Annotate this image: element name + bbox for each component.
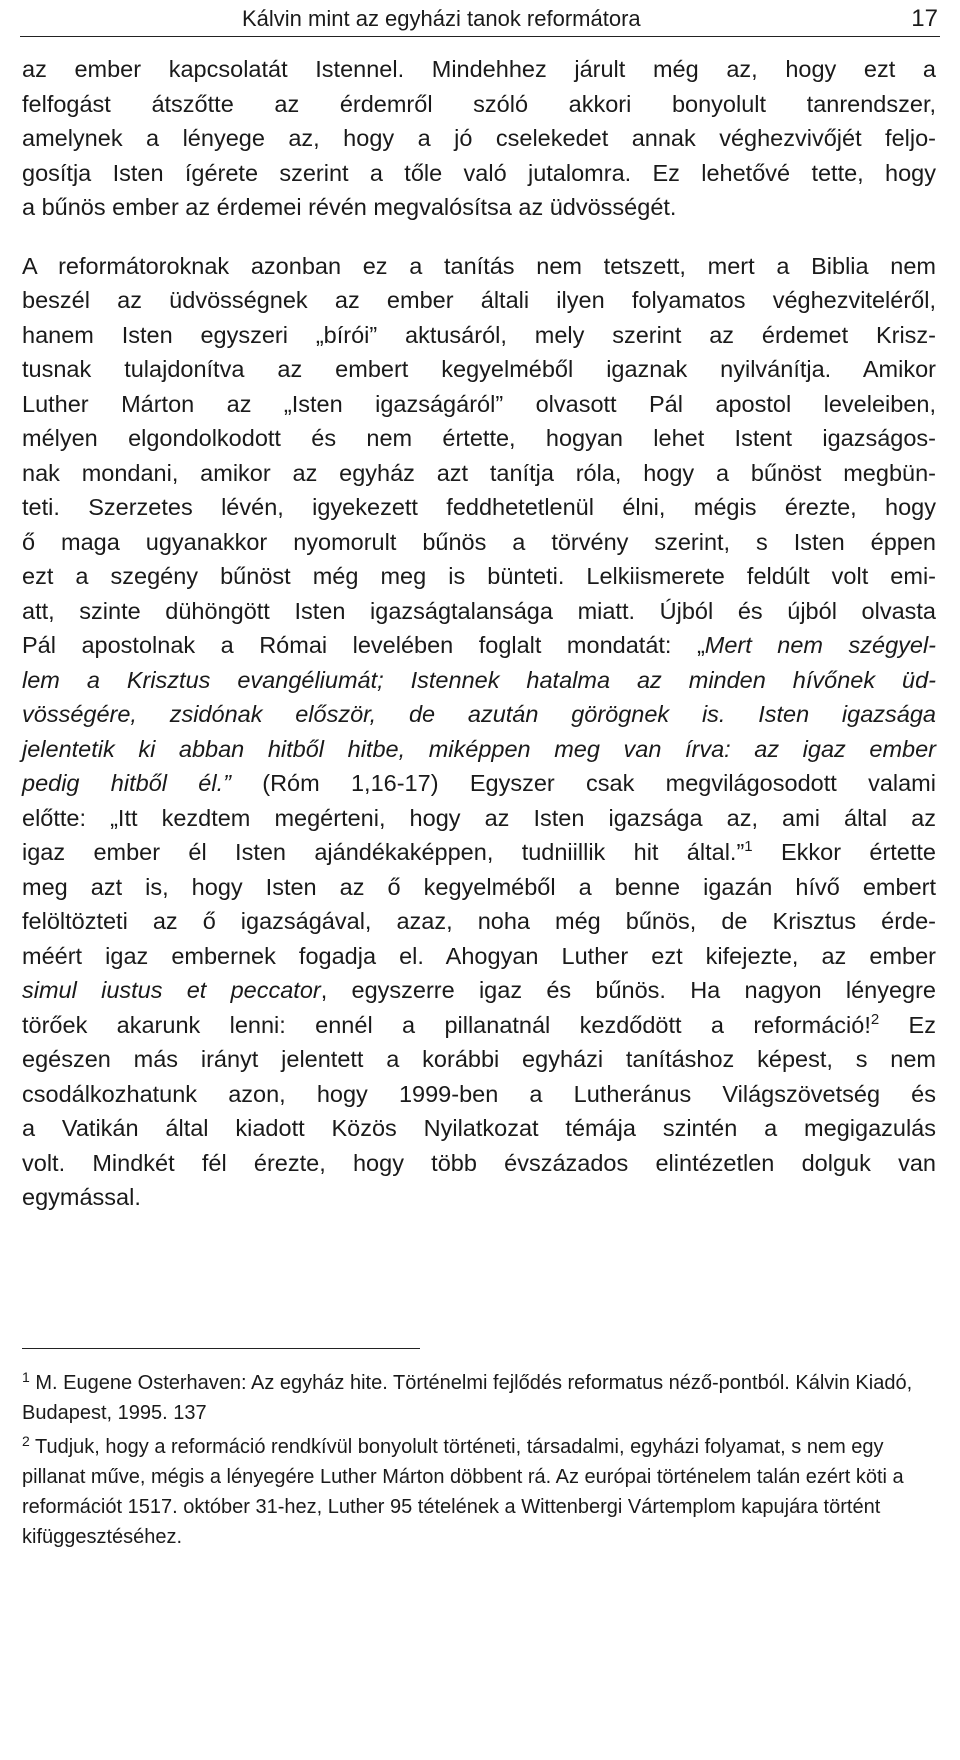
text-line xyxy=(22,697,936,732)
footnotes xyxy=(22,1368,936,1556)
bible-quote-text: vösségére, zsidónak először, de azután görögnek is. Isten igazsága xyxy=(22,701,936,727)
footnote-1 xyxy=(22,1368,936,1428)
text-run: , egyszerre igaz és bűnös. Ha nagyon lényegre xyxy=(320,977,937,1003)
text-line: meg azt is, hogy Isten az ő kegyelméből a benne igazán hívő embert xyxy=(22,873,936,900)
text-line: a Vatikán által kiadott Közös Nyilatkozat témája szintén a megigazulás xyxy=(22,1115,936,1141)
page-number: 17 xyxy=(911,5,938,32)
text-line: ő maga ugyanakkor nyomorult bűnös a törvény szerint, s Isten éppen xyxy=(22,528,936,555)
footnote-ref[interactable]: 1 xyxy=(744,838,753,855)
footnote-ref[interactable]: 2 xyxy=(870,1010,880,1028)
text-line: Luther Márton az „Isten igazságáról” olvasott Pál apostol leveleiben, xyxy=(22,390,936,417)
body-text xyxy=(22,52,936,1215)
paragraph-1 xyxy=(22,52,936,225)
text-line: nak mondani, amikor az egyház azt tanítja róla, hogy a bűnöst megbün- xyxy=(22,459,936,486)
text-run: igaz ember él Isten ajándékaképpen, tudniillik hit által.” xyxy=(22,839,745,865)
text-line: att, szinte dühöngött Isten igazságtalansága miatt. Újból és újból olvasta xyxy=(22,597,936,624)
footnote-2 xyxy=(22,1432,936,1552)
page-header xyxy=(20,4,940,37)
text-line: ezt a szegény bűnöst még meg is bünteti. Lelkiismerete feldúlt volt emi- xyxy=(22,563,936,589)
footnote-marker: 1 xyxy=(22,1369,30,1385)
text-line xyxy=(22,973,936,1008)
text-line: a bűnös ember az érdemei révén megvalósítsa az üdvösségét. xyxy=(22,194,677,220)
bible-quote-text: Mert nem szégyel- xyxy=(704,632,937,658)
text-line: volt. Mindkét fél érezte, hogy több évszázados elintézetlen dolguk van xyxy=(22,1149,936,1176)
bible-quote-text: pedig hitből él.” xyxy=(22,770,231,796)
text-line: beszél az üdvösségnek az ember általi ilyen folyamatos véghezviteléről, xyxy=(22,287,936,313)
text-line xyxy=(22,766,936,801)
text-line: felfogást átszőtte az érdemről szóló akkori bonyolult tanrendszer, xyxy=(22,90,936,117)
text-run: Ekkor értette xyxy=(752,839,936,865)
footnote-separator xyxy=(22,1348,420,1349)
bible-quote-text: jelentetik ki abban hitből hitbe, miképpen meg van írva: az igaz ember xyxy=(22,735,936,762)
text-line: felöltözteti az ő igazságával, azaz, noha még bűnös, de Krisztus érde- xyxy=(22,908,936,934)
text-line: egészen más irányt jelentett a korábbi egyházi tanításhoz képest, s nem xyxy=(22,1046,936,1072)
text-run: (Róm 1,16-17) Egyszer csak megvilágosodott valami xyxy=(230,770,936,796)
running-title: Kálvin mint az egyházi tanok reformátora xyxy=(242,6,641,31)
footnote-text: Tudjuk, hogy a reformáció rendkívül bonyolult történeti, társadalmi, egyházi folyamat, s nem egy pillanat műve, mégis a lényegére Luther Márton döbbent rá. Az európai történelem talán ezért köti a reformációt 1517. október 31-hez, Luther 95 tételének a Wittenbergi Vártemplom kapujára történt kifüggesztéséhez. xyxy=(22,1436,904,1548)
text-line: csodálkozhatunk azon, hogy 1999-ben a Lutheránus Világszövetség és xyxy=(22,1080,936,1107)
text-line xyxy=(22,1008,936,1043)
text-line xyxy=(22,663,936,698)
text-line: méért igaz embernek fogadja el. Ahogyan Luther ezt kifejezte, az ember xyxy=(22,942,936,969)
text-line: amelynek a lényege az, hogy a jó cselekedet annak véghezvivőjét feljo- xyxy=(22,125,936,151)
text-line xyxy=(22,628,936,663)
text-run: törőek akarunk lenni: ennél a pillanatnál kezdődött a reformáció! xyxy=(22,1011,871,1038)
text-run: Pál apostolnak a Római levelében foglalt mondatát: „ xyxy=(22,632,705,658)
footnote-marker: 2 xyxy=(22,1433,30,1449)
footnote-text: M. Eugene Osterhaven: Az egyház hite. Történelmi fejlődés reformatus néző-pontból. Kálvin Kiadó, Budapest, 1995. 137 xyxy=(22,1372,913,1424)
text-line xyxy=(22,732,936,767)
text-run: Ez xyxy=(879,1011,936,1038)
text-line: tusnak tulajdonítva az embert kegyelméből igaznak nyilvánítja. Amikor xyxy=(22,356,936,382)
text-line: egymással. xyxy=(22,1184,141,1210)
text-line: gosítja Isten ígérete szerint a tőle való jutalomra. Ez lehetővé tette, hogy xyxy=(22,159,936,186)
text-line: A reformátoroknak azonban ez a tanítás nem tetszett, mert a Biblia nem xyxy=(22,252,936,279)
text-line: mélyen elgondolkodott és nem értette, hogyan lehet Istent igazságos- xyxy=(22,425,936,451)
latin-phrase: simul iustus et peccator xyxy=(22,977,321,1003)
text-line xyxy=(22,835,936,870)
paragraph-2 xyxy=(22,249,936,1215)
text-line: teti. Szerzetes lévén, igyekezett feddhetetlenül élni, mégis érezte, hogy xyxy=(22,494,936,520)
text-line: előtte: „Itt kezdtem megérteni, hogy az Isten igazsága az, ami által az xyxy=(22,804,936,831)
text-line: hanem Isten egyszeri „bírói” aktusáról, mely szerint az érdemet Krisz- xyxy=(22,321,936,348)
bible-quote-text: lem a Krisztus evangéliumát; Istennek hatalma az minden hívőnek üd- xyxy=(22,666,936,693)
text-line: az ember kapcsolatát Istennel. Mindehhez járult még az, hogy ezt a xyxy=(22,56,936,82)
